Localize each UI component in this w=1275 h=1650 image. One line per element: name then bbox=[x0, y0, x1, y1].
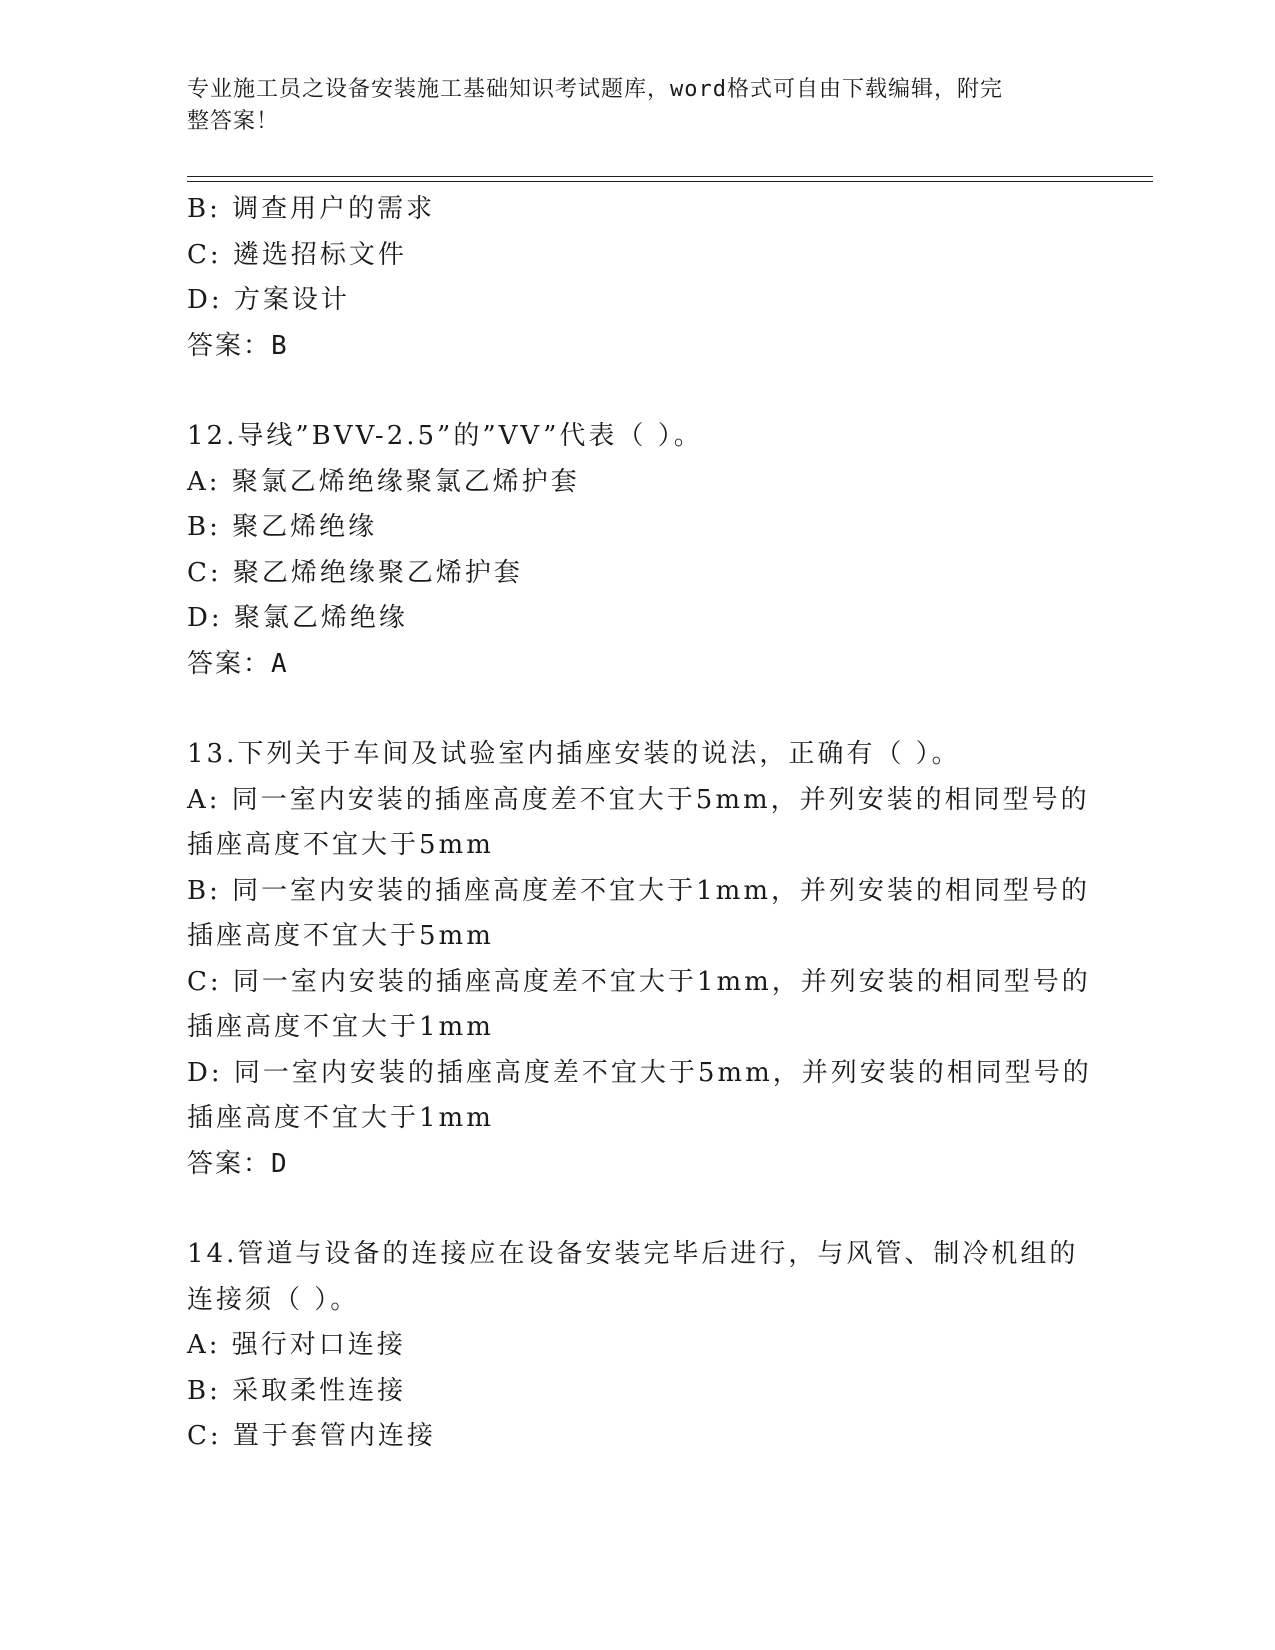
answer-line bbox=[187, 324, 1087, 370]
question-11-continued bbox=[187, 187, 1087, 369]
option-d: D: 聚氯乙烯绝缘 bbox=[187, 603, 408, 633]
option-b: B: 调查用户的需求 bbox=[187, 194, 436, 224]
answer-value: D bbox=[271, 1148, 289, 1179]
answer-label: 答案： bbox=[187, 1148, 272, 1179]
question-stem: 14.管道与设备的连接应在设备安装完毕后进行，与风管、制冷机组的 bbox=[187, 1239, 1079, 1269]
question-13 bbox=[187, 732, 1092, 1187]
option-c: C: 同一室内安装的插座高度差不宜大于1mm，并列安装的相同型号的 bbox=[187, 966, 1091, 997]
option-c: C: 置于套管内连接 bbox=[187, 1421, 436, 1451]
option-a-cont: 插座高度不宜大于5mm bbox=[187, 830, 494, 860]
answer-value: A bbox=[271, 648, 289, 679]
option-b: B: 聚乙烯绝缘 bbox=[187, 512, 378, 542]
answer-line bbox=[187, 642, 1087, 688]
option-b-cont: 插座高度不宜大于5mm bbox=[187, 921, 494, 951]
header-line-2: 整答案！ bbox=[187, 109, 280, 134]
option-b: B: 采取柔性连接 bbox=[187, 1375, 407, 1406]
question-stem-cont: 连接须（ ）。 bbox=[187, 1284, 360, 1315]
header-line-1: 专业施工员之设备安装施工基础知识考试题库，word格式可自由下载编辑，附完 bbox=[187, 77, 1003, 102]
header-divider-bottom bbox=[187, 181, 1153, 182]
option-c: C: 聚乙烯绝缘聚乙烯护套 bbox=[187, 557, 523, 588]
option-a: A: 聚氯乙烯绝缘聚氯乙烯护套 bbox=[187, 466, 580, 497]
question-14 bbox=[187, 1232, 1087, 1460]
answer-value: B bbox=[271, 330, 289, 361]
option-a: A: 强行对口连接 bbox=[187, 1330, 406, 1360]
option-d: D: 同一室内安装的插座高度差不宜大于5mm，并列安装的相同型号的 bbox=[187, 1057, 1092, 1088]
option-a: A: 同一室内安装的插座高度差不宜大于5mm，并列安装的相同型号的 bbox=[187, 784, 1090, 815]
option-b: B: 同一室内安装的插座高度差不宜大于1mm，并列安装的相同型号的 bbox=[187, 875, 1090, 906]
question-12 bbox=[187, 414, 1087, 687]
document-header bbox=[187, 74, 1067, 138]
header-divider-top bbox=[187, 176, 1153, 177]
answer-label: 答案： bbox=[187, 330, 272, 361]
question-list bbox=[187, 187, 1092, 1460]
option-d: D: 方案设计 bbox=[187, 285, 350, 315]
option-c: C: 遴选招标文件 bbox=[187, 239, 407, 270]
answer-line bbox=[187, 1142, 1087, 1188]
option-c-cont: 插座高度不宜大于1mm bbox=[187, 1012, 494, 1042]
question-stem: 12.导线”BVV-2.5”的”VV”代表（ ）。 bbox=[187, 421, 703, 451]
answer-label: 答案： bbox=[187, 648, 272, 679]
question-stem: 13.下列关于车间及试验室内插座安装的说法，正确有（ ）。 bbox=[187, 739, 961, 769]
option-d-cont: 插座高度不宜大于1mm bbox=[187, 1103, 494, 1133]
